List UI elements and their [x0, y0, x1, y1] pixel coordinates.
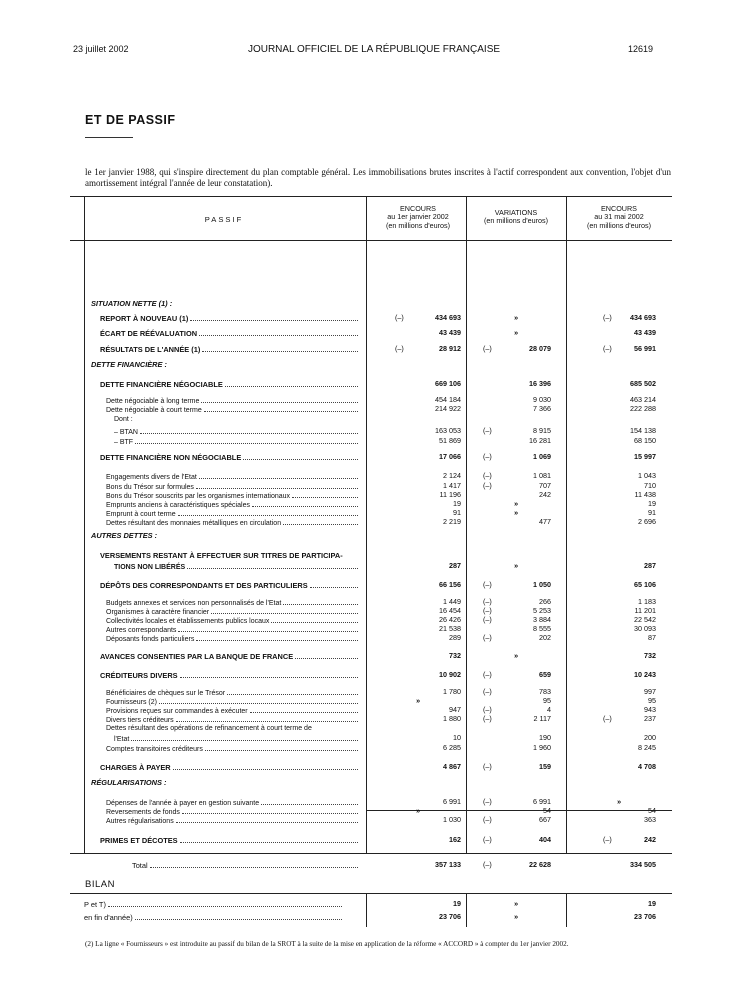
value-cell: 237: [644, 714, 656, 723]
table-top-rule: [70, 196, 672, 197]
sign-minus: (–): [483, 606, 492, 615]
value-cell: 3 884: [533, 615, 551, 624]
col-header-line: au 31 mai 2002: [594, 212, 644, 222]
table-row: [70, 436, 672, 446]
passif-table: [70, 196, 672, 870]
row-label-text: Autres correspondants: [106, 627, 177, 634]
row-label-text: Emprunts anciens à caractéristiques spéciales: [106, 502, 250, 509]
value-cell: 1 069: [533, 452, 551, 461]
value-cell: 1 960: [533, 743, 551, 752]
leader-dots: [283, 517, 358, 525]
table-row: [70, 815, 672, 825]
row-label-text: CRÉDITEURS DIVERS: [100, 671, 178, 680]
row-label-text: Dettes résultant des monnaies métalliques en circulation: [106, 520, 282, 527]
leader-dots: [250, 705, 358, 713]
col-header-line: au 1er janvier 2002: [387, 212, 449, 222]
row-label-text: DETTE FINANCIÈRE NON NÉGOCIABLE: [100, 453, 242, 462]
value-cell: »: [513, 313, 519, 322]
sign-minus: (–): [603, 313, 612, 322]
footnote: (2) La ligne « Fournisseurs » est introduite au passif du bilan de la SROT à la suite de la mise en application de la réforme « ACCORD » à compter du 1er janvier 2002.: [85, 940, 569, 948]
leader-dots: [271, 615, 358, 623]
header-date: 23 juillet 2002: [73, 44, 129, 54]
value-cell: 214 922: [435, 404, 461, 413]
value-cell: 16 396: [529, 379, 551, 388]
table-row: [70, 404, 672, 414]
value-cell: 477: [539, 517, 551, 526]
col-header-encours-mai: [566, 205, 672, 230]
value-cell: 200: [644, 733, 656, 742]
row-label: [100, 670, 358, 681]
leader-dots: [180, 835, 358, 843]
leader-dots: [227, 687, 358, 695]
sign-minus: (–): [483, 344, 492, 353]
value-cell: 65 106: [634, 580, 656, 589]
row-label: [100, 328, 358, 339]
value-cell: 19: [648, 899, 656, 908]
sign-minus: (–): [483, 714, 492, 723]
leader-dots: [173, 762, 358, 770]
sign-minus: (–): [483, 580, 492, 589]
leader-dots: [295, 651, 358, 659]
row-label-text: Divers tiers créditeurs: [106, 717, 174, 724]
leader-dots: [176, 714, 358, 722]
bilan-row: [70, 912, 672, 922]
bilan-table: [70, 893, 672, 927]
sign-minus: (–): [603, 344, 612, 353]
col-header-line: ENCOURS: [601, 204, 637, 213]
leader-dots: [283, 597, 358, 605]
row-label: [100, 762, 358, 773]
value-cell: 2 124: [443, 471, 461, 480]
leader-dots: [243, 452, 358, 460]
value-cell: 16 281: [529, 436, 551, 445]
row-label-text: TIONS NON LIBÉRÉS: [114, 564, 186, 571]
value-cell: 6 285: [443, 743, 461, 752]
value-cell: 19: [648, 499, 656, 508]
row-label-text: Organismes à caractère financier: [106, 609, 210, 616]
row-label: [132, 860, 358, 871]
section-heading: AUTRES DETTES :: [91, 531, 158, 540]
leader-dots: [150, 860, 358, 868]
value-cell: 287: [449, 561, 461, 570]
section-title: ET DE PASSIF: [85, 113, 176, 127]
row-label: [100, 835, 358, 846]
value-cell: 10 902: [439, 670, 461, 679]
row-label-text: Reversements de fonds: [106, 809, 180, 816]
table-row: [70, 313, 672, 323]
value-cell: 1 780: [443, 687, 461, 696]
table-row: [70, 471, 672, 481]
value-cell: 289: [449, 633, 461, 642]
value-cell: 6 991: [533, 797, 551, 806]
value-cell: »: [415, 806, 421, 815]
value-cell: 710: [644, 481, 656, 490]
row-label: [100, 551, 358, 561]
table-bottom-rule: [70, 853, 672, 854]
table-row: [70, 426, 672, 436]
sign-minus: (–): [483, 481, 492, 490]
leader-dots: [204, 404, 358, 412]
value-cell: 947: [449, 705, 461, 714]
sign-minus: (–): [395, 344, 404, 353]
value-cell: 30 093: [634, 624, 656, 633]
title-underline: [85, 137, 133, 138]
table-row: [70, 551, 672, 561]
table-row: [70, 344, 672, 354]
row-label-text: Collectivités locales et établissements publics locaux: [106, 618, 270, 625]
bilan-row: [70, 899, 672, 909]
value-cell: 11 438: [634, 490, 656, 499]
value-cell: 242: [539, 490, 551, 499]
value-cell: 28 079: [529, 344, 551, 353]
col-header-passif: PASSIF: [204, 215, 244, 224]
value-cell: 357 133: [435, 860, 461, 869]
sign-minus: (–): [603, 714, 612, 723]
row-label-text: REPORT À NOUVEAU (1): [100, 314, 189, 323]
leader-dots: [261, 797, 358, 805]
value-cell: 9 030: [533, 395, 551, 404]
section-heading: SITUATION NETTE (1) :: [91, 299, 173, 308]
sign-minus: (–): [483, 705, 492, 714]
row-label-text: Engagements divers de l'Etat: [106, 474, 197, 481]
value-cell: 463 214: [630, 395, 656, 404]
table-row: [70, 580, 672, 590]
table-row: [70, 452, 672, 462]
leader-dots: [252, 499, 358, 507]
col-header-line: VARIATIONS: [494, 208, 538, 217]
row-label-text: DÉPÔTS DES CORRESPONDANTS ET DES PARTICULIERS: [100, 581, 308, 590]
leader-dots: [205, 743, 358, 751]
leader-dots: [199, 328, 358, 336]
table-row: [70, 762, 672, 772]
leader-dots: [182, 806, 358, 814]
value-cell: 242: [644, 835, 656, 844]
table-header-rule: [70, 240, 672, 241]
leader-dots: [131, 733, 358, 741]
value-cell: 16 454: [439, 606, 461, 615]
leader-dots: [187, 561, 358, 569]
table-row: [70, 415, 672, 425]
value-cell: 783: [539, 687, 551, 696]
leader-dots: [135, 436, 358, 444]
sign-minus: (–): [395, 313, 404, 322]
row-label-text: Emprunt à court terme: [106, 511, 176, 518]
value-cell: »: [616, 797, 622, 806]
value-cell: 732: [449, 651, 461, 660]
section-heading: DETTE FINANCIÈRE :: [91, 360, 167, 369]
table-row: [70, 860, 672, 870]
leader-dots: [196, 633, 358, 641]
sign-minus: (–): [483, 762, 492, 771]
value-cell: 4 708: [638, 762, 656, 771]
value-cell: 997: [644, 687, 656, 696]
value-cell: 4 867: [443, 762, 461, 771]
leader-dots: [178, 624, 358, 632]
row-label-text: Total: [132, 861, 148, 870]
row-label-text: Fournisseurs (2): [106, 699, 157, 706]
sign-minus: (–): [483, 426, 492, 435]
value-cell: 17 066: [439, 452, 461, 461]
sign-minus: (–): [483, 452, 492, 461]
value-cell: 1 043: [638, 471, 656, 480]
value-cell: 266: [539, 597, 551, 606]
value-cell: 23 706: [439, 912, 461, 921]
table-row: [70, 670, 672, 680]
row-label: [106, 633, 358, 645]
table-row: [70, 651, 672, 661]
row-label-text: Dette négociable à court terme: [106, 407, 202, 414]
value-cell: 56 991: [634, 344, 656, 353]
sign-minus: (–): [483, 797, 492, 806]
row-label-text: Bénéficiaires de chèques sur le Trésor: [106, 690, 226, 697]
value-cell: 707: [539, 481, 551, 490]
value-cell: 19: [453, 499, 461, 508]
value-cell: »: [513, 328, 519, 337]
row-label: [106, 815, 358, 827]
row-label: [84, 899, 342, 910]
row-label: [106, 743, 358, 755]
leader-dots: [199, 471, 358, 479]
value-cell: 162: [449, 835, 461, 844]
sign-minus: (–): [483, 670, 492, 679]
header-journal: JOURNAL OFFICIEL DE LA RÉPUBLIQUE FRANÇAISE: [247, 44, 501, 55]
row-label-text: DETTE FINANCIÈRE NÉGOCIABLE: [100, 380, 223, 389]
value-cell: 669 106: [435, 379, 461, 388]
leader-dots: [225, 379, 358, 387]
value-cell: 15 997: [634, 452, 656, 461]
value-cell: 732: [644, 651, 656, 660]
value-cell: 1 030: [443, 815, 461, 824]
table-row: [70, 360, 672, 370]
sign-minus: (–): [483, 860, 492, 869]
value-cell: 943: [644, 705, 656, 714]
leader-dots: [178, 508, 358, 516]
intro-paragraph: le 1er janvier 1988, qui s'inspire directement du plan comptable général. Les immobilisations brutes inscrites à l'actif correspondent aux convention, l'objet d'un amortissement intégral l'année de leur constatation).: [85, 167, 671, 188]
value-cell: 154 138: [630, 426, 656, 435]
value-cell: 26 426: [439, 615, 461, 624]
value-cell: 10 243: [634, 670, 656, 679]
row-label: [114, 415, 358, 425]
value-cell: 10: [453, 733, 461, 742]
value-cell: 68 150: [634, 436, 656, 445]
value-cell: 222 288: [630, 404, 656, 413]
value-cell: 5 253: [533, 606, 551, 615]
row-label-text: Dépenses de l'année à payer en gestion suivante: [106, 800, 260, 807]
row-label-text: Budgets annexes et services non personnalisés de l'Etat: [106, 600, 282, 607]
row-label: [100, 379, 358, 390]
col-header-line: (en millions d'euros): [483, 216, 549, 226]
bilan-title: BILAN: [85, 879, 115, 890]
col-header-variations: [466, 209, 566, 226]
value-cell: 21 538: [439, 624, 461, 633]
sign-minus: (–): [483, 815, 492, 824]
leader-dots: [180, 670, 358, 678]
table-row: [70, 733, 672, 743]
value-cell: 11 201: [634, 606, 656, 615]
value-cell: 1 081: [533, 471, 551, 480]
value-cell: 163 053: [435, 426, 461, 435]
value-cell: 95: [543, 696, 551, 705]
value-cell: 22 542: [634, 615, 656, 624]
leader-dots: [108, 899, 342, 907]
row-label-text: – BTAN: [114, 429, 138, 436]
value-cell: 2 117: [533, 714, 551, 723]
value-cell: 6 991: [443, 797, 461, 806]
sign-minus: (–): [483, 597, 492, 606]
value-cell: 23 706: [634, 912, 656, 921]
value-cell: 434 693: [435, 313, 461, 322]
leader-dots: [140, 426, 358, 434]
row-label: [106, 517, 358, 529]
value-cell: 159: [539, 762, 551, 771]
leader-dots: [201, 395, 358, 403]
value-cell: »: [513, 561, 519, 570]
row-label-text: Dettes résultant des opérations de refinancement à court terme de: [106, 725, 312, 732]
row-label-text: Provisions reçues sur commandes à exécuter: [106, 708, 248, 715]
value-cell: 87: [648, 633, 656, 642]
value-cell: 51 869: [439, 436, 461, 445]
value-cell: 685 502: [630, 379, 656, 388]
row-label-text: Dette négociable à long terme: [106, 398, 200, 405]
table-row: [70, 778, 672, 788]
row-label-text: VERSEMENTS RESTANT À EFFECTUER SUR TITRES DE PARTICIPA-: [100, 551, 343, 560]
row-label-text: CHARGES À PAYER: [100, 763, 171, 772]
value-cell: 8 915: [533, 426, 551, 435]
row-label-text: Autres régularisations: [106, 818, 174, 825]
value-cell: 334 505: [630, 860, 656, 869]
row-label: [114, 436, 358, 448]
table-row: [70, 328, 672, 338]
row-label: [114, 561, 358, 573]
leader-dots: [196, 481, 358, 489]
row-label-text: l'Etat: [114, 736, 130, 743]
value-cell: 1 449: [443, 597, 461, 606]
row-label: [100, 651, 358, 662]
row-label: [84, 912, 342, 923]
header-page-number: 12619: [627, 44, 653, 54]
row-label-text: Bons du Trésor sur formules: [106, 484, 194, 491]
value-cell: 1 417: [443, 481, 461, 490]
leader-dots: [176, 815, 358, 823]
row-label-text: Dont :: [114, 416, 133, 423]
row-label: [100, 344, 358, 355]
value-cell: 2 696: [638, 517, 656, 526]
value-cell: 659: [539, 670, 551, 679]
value-cell: 28 912: [439, 344, 461, 353]
row-label-text: Comptes transitoires créditeurs: [106, 746, 203, 753]
row-label-text: RÉSULTATS DE L'ANNÉE (1): [100, 345, 201, 354]
value-cell: 454 184: [435, 395, 461, 404]
table-row: [70, 561, 672, 571]
col-header-line: (en millions d'euros): [586, 220, 652, 230]
leader-dots: [159, 696, 358, 704]
value-cell: 22 628: [529, 860, 551, 869]
value-cell: 404: [539, 835, 551, 844]
value-cell: 54: [648, 806, 656, 815]
sign-minus: (–): [483, 687, 492, 696]
table-row: [70, 531, 672, 541]
sign-minus: (–): [603, 835, 612, 844]
value-cell: 1 183: [638, 597, 656, 606]
value-cell: 190: [539, 733, 551, 742]
value-cell: 8 245: [638, 743, 656, 752]
row-label-text: en fin d'année): [84, 913, 133, 922]
leader-dots: [202, 344, 358, 352]
value-cell: 2 219: [443, 517, 461, 526]
value-cell: 91: [453, 508, 461, 517]
value-cell: 667: [539, 815, 551, 824]
value-cell: 1 050: [533, 580, 551, 589]
value-cell: 8 555: [533, 624, 551, 633]
sign-minus: (–): [483, 633, 492, 642]
table-row: [70, 835, 672, 845]
value-cell: 1 880: [443, 714, 461, 723]
sign-minus: (–): [483, 471, 492, 480]
row-label: [100, 452, 358, 463]
row-label: [100, 313, 358, 324]
col-header-encours-janvier: [370, 205, 466, 230]
leader-dots: [211, 606, 358, 614]
bilan-top-rule: [70, 893, 672, 894]
leader-dots: [190, 313, 358, 321]
value-cell: 91: [648, 508, 656, 517]
value-cell: »: [513, 508, 519, 517]
value-cell: 287: [644, 561, 656, 570]
row-label-text: Déposants fonds particuliers: [106, 636, 195, 643]
row-label: [100, 580, 358, 591]
col-header-line: (en millions d'euros): [385, 220, 451, 230]
section-heading: RÉGULARISATIONS :: [91, 778, 167, 787]
value-cell: 7 366: [533, 404, 551, 413]
col-header-line: ENCOURS: [400, 204, 436, 213]
row-label-text: – BTF: [114, 439, 134, 446]
value-cell: 363: [644, 815, 656, 824]
value-cell: »: [513, 899, 519, 908]
row-label-text: AVANCES CONSENTIES PAR LA BANQUE DE FRANCE: [100, 652, 294, 661]
value-cell: 66 156: [439, 580, 461, 589]
row-label-text: PRIMES ET DÉCOTES: [100, 836, 178, 845]
value-cell: 4: [547, 705, 551, 714]
table-row: [70, 379, 672, 389]
value-cell: 95: [648, 696, 656, 705]
row-label-text: ÉCART DE RÉÉVALUATION: [100, 329, 198, 338]
leader-dots: [135, 912, 342, 920]
value-cell: 43 439: [634, 328, 656, 337]
value-cell: 434 693: [630, 313, 656, 322]
value-cell: »: [513, 912, 519, 921]
table-row: [70, 517, 672, 527]
leader-dots: [310, 580, 358, 588]
value-cell: »: [513, 499, 519, 508]
leader-dots: [292, 490, 358, 498]
table-row: [70, 633, 672, 643]
value-cell: 202: [539, 633, 551, 642]
sign-minus: (–): [483, 835, 492, 844]
table-row: [70, 743, 672, 753]
value-cell: 11 196: [439, 490, 461, 499]
row-label-text: Bons du Trésor souscrits par les organismes internationaux: [106, 493, 291, 500]
value-cell: 43 439: [439, 328, 461, 337]
row-label-text: P et T): [84, 900, 106, 909]
value-cell: 19: [453, 899, 461, 908]
sign-minus: (–): [483, 615, 492, 624]
value-cell: »: [415, 696, 421, 705]
table-row: [70, 299, 672, 309]
value-cell: 54: [543, 806, 551, 815]
table-row: [70, 714, 672, 724]
value-cell: »: [513, 651, 519, 660]
